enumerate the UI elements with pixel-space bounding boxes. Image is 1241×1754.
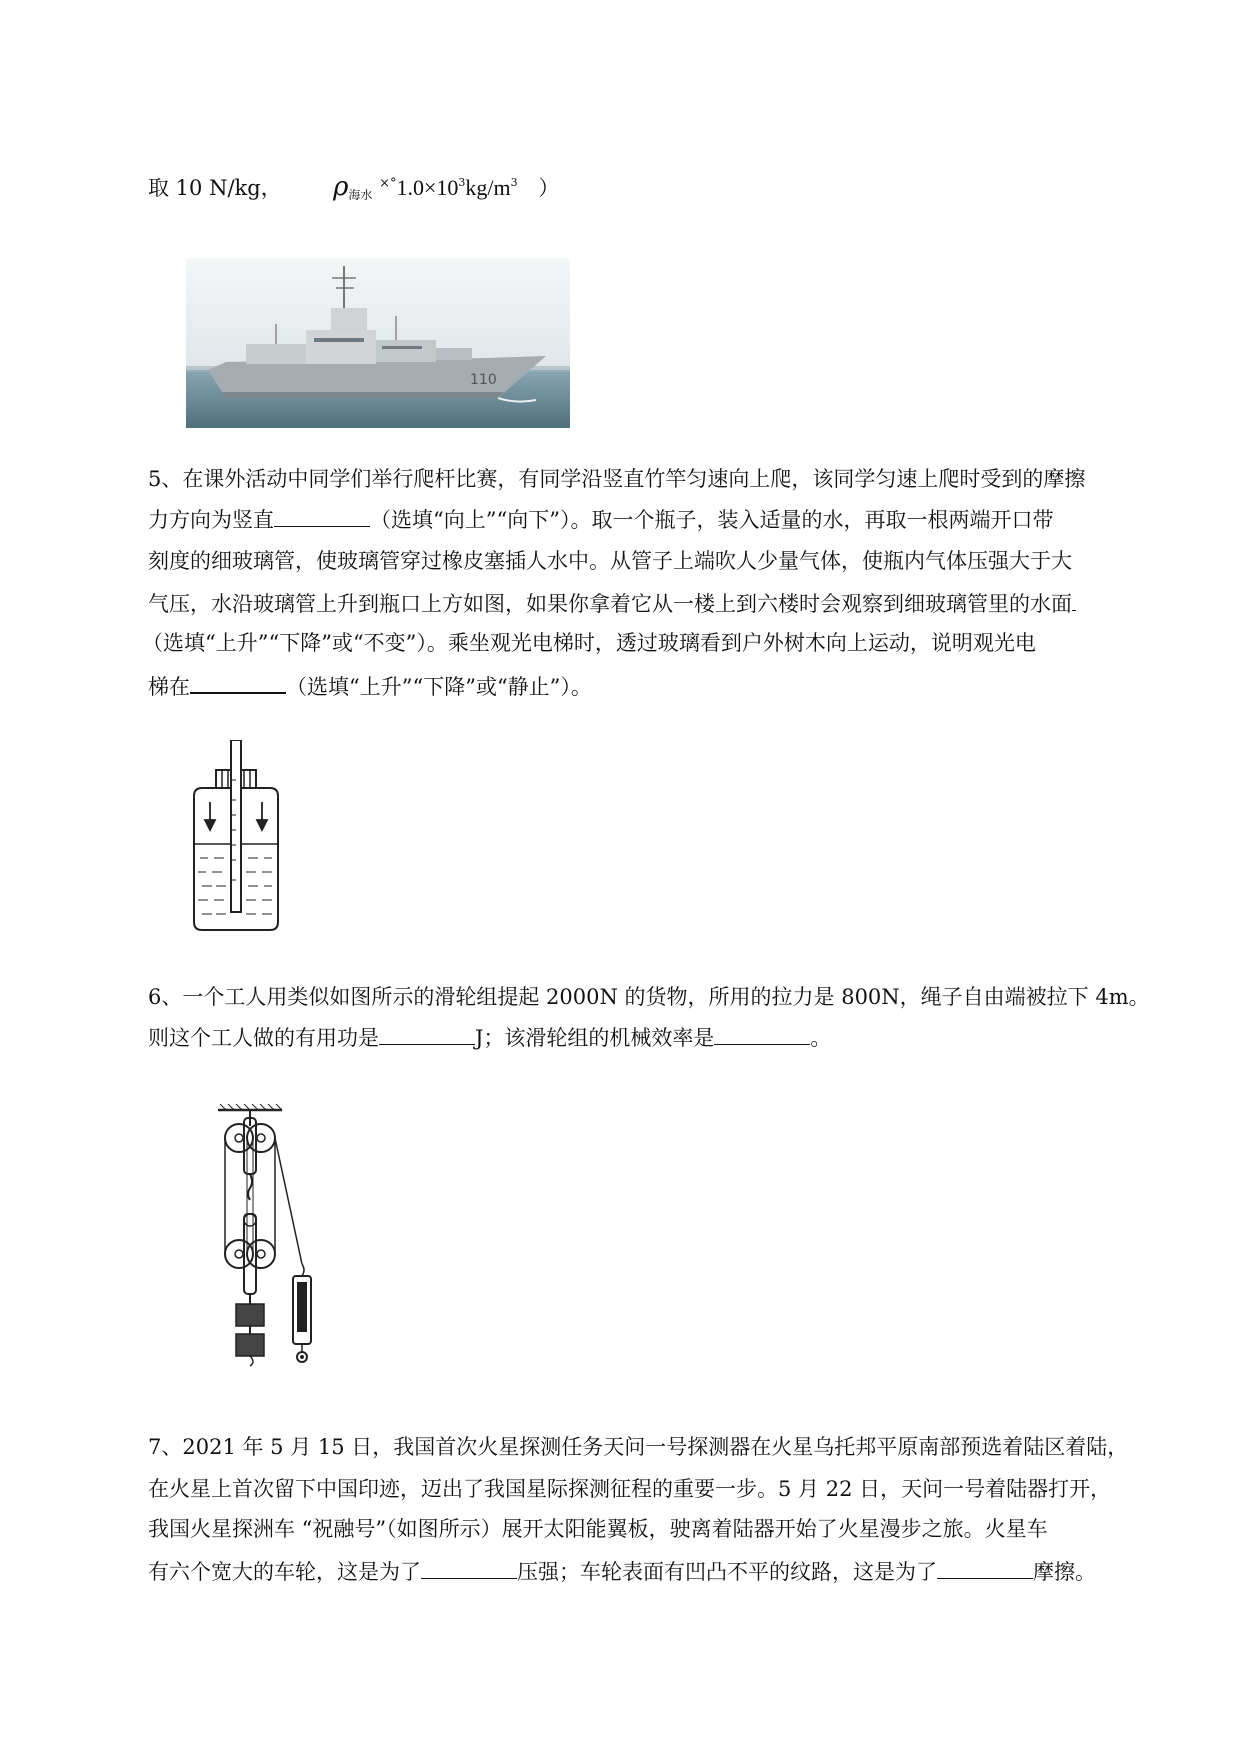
q5-line-6 bbox=[148, 670, 592, 702]
warship-photo bbox=[186, 258, 570, 428]
answer-blank-friction[interactable] bbox=[937, 1556, 1033, 1579]
q5-line-2 bbox=[148, 504, 1053, 535]
q5-line-6a: 梯在 bbox=[148, 675, 190, 699]
q7-line-4b: 压强；车轮表面有凹凸不平的纹路，这是为了 bbox=[517, 1560, 937, 1584]
rho-subscript: 海水 bbox=[348, 188, 373, 202]
q6-line-2a: 则这个工人做的有用功是 bbox=[148, 1026, 379, 1050]
pulley-diagram bbox=[218, 1104, 328, 1368]
q5-line-6b: （选填“上升”“下降”或“静止”）。 bbox=[286, 675, 592, 699]
q5-line-4 bbox=[148, 588, 1076, 619]
q7-line-1: 7、2021 年 5 月 15 日，我国首次火星探测任务天问一号探测器在火星乌托邦平原南部预选着陆区着陆， bbox=[148, 1435, 1129, 1459]
q6-line-1: 6、一个工人用类似如图所示的滑轮组提起 2000N 的货物，所用的拉力是 800N，绳子自由端被拉下 4m。 bbox=[148, 985, 1150, 1009]
answer-blank-useful-work[interactable] bbox=[379, 1022, 475, 1045]
bottle-diagram bbox=[186, 740, 286, 932]
rho-symbol: ρ bbox=[333, 172, 349, 202]
q7-line-4c: 摩擦。 bbox=[1033, 1560, 1096, 1584]
q7-line-4 bbox=[148, 1556, 1096, 1587]
q6-line-2 bbox=[148, 1022, 831, 1053]
answer-blank-pressure[interactable] bbox=[421, 1556, 517, 1579]
q7-line-2: 在火星上首次留下中国印迹，迈出了我国星际探测征程的重要一步。5 月 22 日，天问一号着陆器打开， bbox=[148, 1477, 1112, 1501]
q5-line-3: 刻度的细玻璃管，使玻璃管穿过橡皮塞插人水中。从管子上端吹人少量气体，使瓶内气体压强大于大 bbox=[148, 549, 1072, 573]
answer-blank-friction-direction[interactable] bbox=[274, 504, 370, 527]
density-unit: kg/m bbox=[465, 175, 511, 200]
answer-blank-efficiency[interactable] bbox=[714, 1022, 810, 1045]
q6-line-2c: 。 bbox=[810, 1026, 832, 1050]
gravity-text: 取 10 N/kg， bbox=[148, 176, 282, 200]
hull-number: 110 bbox=[470, 372, 497, 388]
answer-blank-water-level[interactable] bbox=[1072, 588, 1076, 611]
q6-line-2b: J；该滑轮组的机械效率是 bbox=[475, 1026, 715, 1050]
density-line bbox=[148, 168, 559, 210]
density-exponent: 3 bbox=[458, 176, 466, 189]
q5-line-1: 5、在课外活动中同学们举行爬杆比赛，有同学沿竖直竹竿匀速向上爬，该同学匀速上爬时受到的摩擦 bbox=[148, 467, 1086, 491]
q5-line-4-text: 气压，水沿玻璃管上升到瓶口上方如图，如果你拿着它从一楼上到六楼时会观察到细玻璃管里的水面 bbox=[148, 592, 1072, 616]
unit-exponent: 3 bbox=[510, 176, 518, 189]
q5-line-2a: 力方向为竖直 bbox=[148, 508, 274, 532]
q5-line-5: （选填“上升”“下降”或“不变”）。乘坐观光电梯时，透过玻璃看到户外树木向上运动，说明观光电 bbox=[142, 631, 1036, 655]
close-paren: ） bbox=[538, 176, 560, 200]
density-value: 1.0×10 bbox=[396, 175, 459, 200]
q5-line-2b: （选填“向上”“向下”）。取一个瓶子，装入适量的水，再取一根两端开口带 bbox=[370, 508, 1054, 532]
garbled-mark: ×° bbox=[379, 176, 397, 191]
q7-line-3: 我国火星探洲车 “祝融号”（如图所示）展开太阳能翼板，驶离着陆器开始了火星漫步之旅。火星车 bbox=[148, 1517, 1048, 1541]
answer-blank-elevator-motion[interactable] bbox=[190, 670, 286, 694]
q7-line-4a: 有六个宽大的车轮，这是为了 bbox=[148, 1560, 421, 1584]
